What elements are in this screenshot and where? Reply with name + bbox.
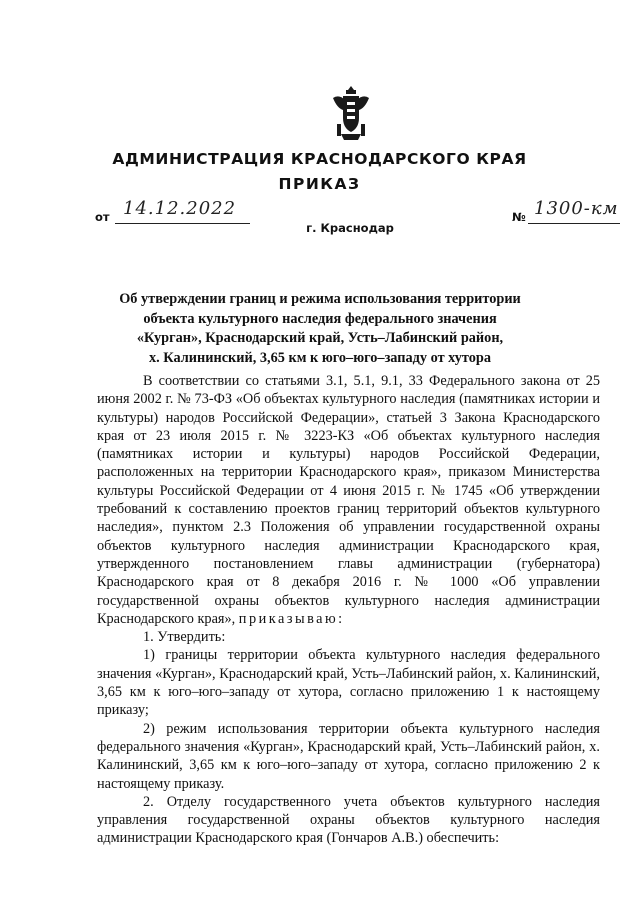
title-line: «Курган», Краснодарский край, Усть–Лабинский район, xyxy=(136,330,504,346)
paragraph-preamble xyxy=(97,372,600,628)
paragraph-1-1: 1) границы территории объекта культурного наследия федерального значения «Курган», Краснодарский край, Усть–Лабинский район, х. Калининский, 3,65 км к юго–юго–западу от хутора, согласно приложению 1 к настоящему приказу; xyxy=(97,647,600,719)
number-label: № xyxy=(512,210,526,224)
number-handwritten: 1300-км xyxy=(534,198,619,219)
city: г. Краснодар xyxy=(306,221,394,235)
date-handwritten: 14.12.2022 xyxy=(123,198,237,219)
paragraph-1: 1. Утвердить: xyxy=(143,629,226,646)
preamble-text: В соответствии со статьями 3.1, 5.1, 9.1, 33 Федерального закона от 25 июня 2002 г. № 73-ФЗ «Об объектах культурного наследия (памятниках истории и культуры) народов Российской Федерации», статьей 3 Закона Краснодарского края от 23 июля 2015 г. № 3223-КЗ «Об объектах культурного наследия (памятниках истории и культуры) народов Российской Федерации, расположенных на территории Краснодарского края», приказом Министерства культуры Российской Федерации от 4 июня 2015 г. № 1745 «Об утверждении требований к составлению проектов границ территорий объектов культурного наследия», пунктом 2.3 Положения об управлении государственной охраны объектов культурного наследия администрации Краснодарского края, утвержденного постановлением главы администрации (губернатора) Краснодарского края от 8 декабря 2016 г. № 1000 «Об управлении государственной охраны объектов культурного наследия администрации Краснодарского края», xyxy=(97,373,600,627)
order-word: приказываю: xyxy=(238,610,345,627)
title-line: объекта культурного наследия федерального значения xyxy=(143,310,497,327)
document-type: ПРИКАЗ xyxy=(278,175,361,193)
date-label: от xyxy=(95,210,110,224)
paragraph-2: 2. Отделу государственного учета объектов культурного наследия управления государственной охраны объектов культурного наследия администрации Краснодарского края (Гончаров А.В.) обеспечить: xyxy=(97,793,600,847)
coat-of-arms-icon xyxy=(327,84,375,144)
organization-name: АДМИНИСТРАЦИЯ КРАСНОДАРСКОГО КРАЯ xyxy=(112,150,527,168)
paragraph-1-2: 2) режим использования территории объекта культурного наследия федерального значения «Курган», Краснодарский край, Усть–Лабинский район, х. Калининский, 3,65 км к юго–юго–западу от хутора, согласно приложению 2 к настоящему приказу. xyxy=(97,720,600,792)
title-line: х. Калининский, 3,65 км к юго–юго–западу от хутора xyxy=(148,349,492,366)
document-title xyxy=(80,290,560,368)
title-line: Об утверждении границ и режима использования территории xyxy=(119,291,521,307)
document-body xyxy=(97,372,600,848)
